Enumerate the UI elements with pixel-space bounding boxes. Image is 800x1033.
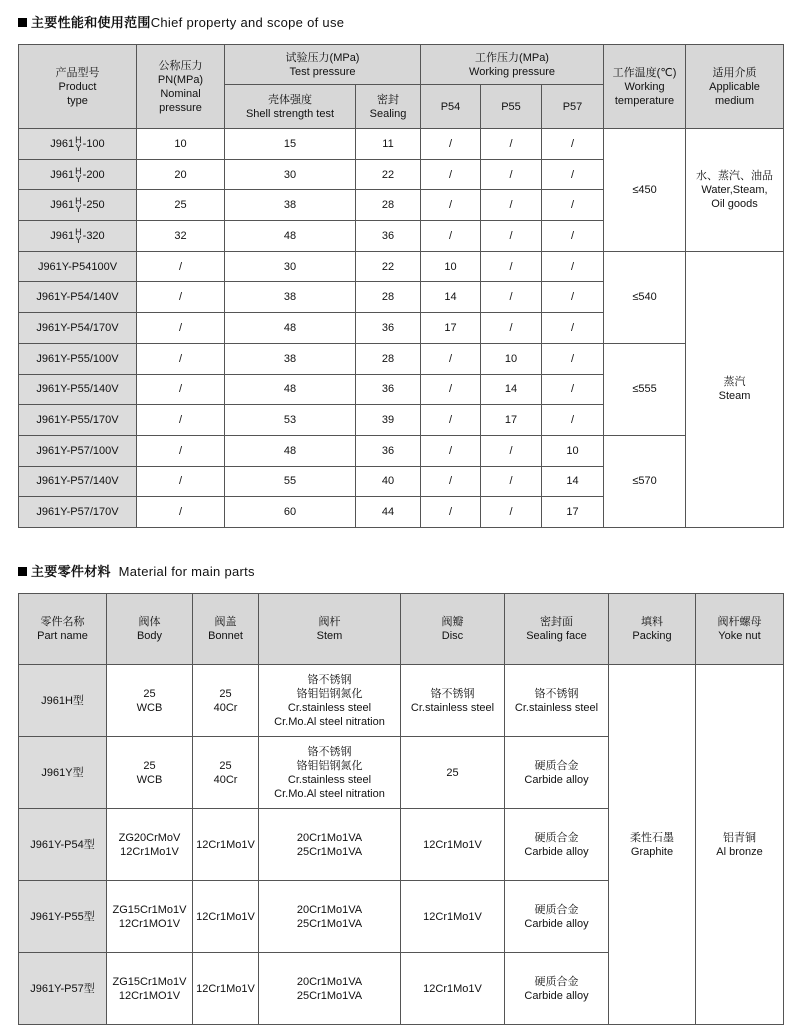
body-cell: 25 WCB — [107, 737, 193, 809]
p57-cell: / — [542, 129, 604, 160]
shell-strength-cell: 38 — [225, 343, 356, 374]
p55-cell: / — [481, 497, 542, 528]
h-over-y-mark: H Y — [75, 196, 82, 215]
nominal-pressure-cell: 10 — [137, 129, 225, 160]
stem-cell: 20Cr1Mo1VA 25Cr1Mo1VA — [259, 809, 401, 881]
sealing-face-cell: 硬质合金 Carbide alloy — [505, 737, 609, 809]
nominal-pressure-cell: 32 — [137, 221, 225, 252]
nominal-pressure-cell: / — [137, 405, 225, 436]
header-disc: 阀瓣 Disc — [401, 594, 505, 665]
product-type-cell: J961Y-P54/170V — [19, 313, 137, 344]
sealing-cell: 39 — [356, 405, 421, 436]
p55-cell: / — [481, 435, 542, 466]
disc-cell: 铬不锈钢 Cr.stainless steel — [401, 665, 505, 737]
header-working-temperature: 工作温度(℃) Working temperature — [604, 45, 686, 129]
packing-cell: 柔性石墨 Graphite — [609, 665, 696, 1025]
p55-cell: 17 — [481, 405, 542, 436]
nominal-pressure-cell: / — [137, 374, 225, 405]
disc-cell: 12Cr1Mo1V — [401, 809, 505, 881]
stem-cell: 铬不锈钢 铬钼铝钢氮化 Cr.stainless steel Cr.Mo.Al steel nitration — [259, 665, 401, 737]
header-shell-strength: 壳体强度 Shell strength test — [225, 85, 356, 129]
sealing-face-cell: 硬质合金 Carbide alloy — [505, 953, 609, 1025]
p54-cell: / — [421, 466, 481, 497]
p54-cell: / — [421, 190, 481, 221]
part-name-cell: J961Y-P54型 — [19, 809, 107, 881]
sealing-face-cell: 硬质合金 Carbide alloy — [505, 881, 609, 953]
p57-cell: / — [542, 221, 604, 252]
sealing-cell: 36 — [356, 313, 421, 344]
product-type-cell: J961Y-P57/100V — [19, 435, 137, 466]
part-name-cell: J961H型 — [19, 665, 107, 737]
shell-strength-cell: 30 — [225, 251, 356, 282]
p54-cell: / — [421, 159, 481, 190]
product-type-cell: J961Y-P55/100V — [19, 343, 137, 374]
disc-cell: 12Cr1Mo1V — [401, 953, 505, 1025]
table-row — [19, 665, 784, 737]
shell-strength-cell: 30 — [225, 159, 356, 190]
product-type-cell: J961 H Y -250 — [19, 190, 137, 221]
working-temperature-cell: ≤555 — [604, 343, 686, 435]
medium-water-steam-oil: 水、蒸汽、油品 Water,Steam, Oil goods — [686, 129, 784, 252]
table-row — [19, 435, 784, 466]
p55-cell: / — [481, 282, 542, 313]
body-cell: ZG15Cr1Mo1V 12Cr1MO1V — [107, 953, 193, 1025]
p55-cell: / — [481, 313, 542, 344]
part-name-cell: J961Y-P55型 — [19, 881, 107, 953]
sealing-cell: 22 — [356, 159, 421, 190]
nominal-pressure-cell: / — [137, 466, 225, 497]
shell-strength-cell: 48 — [225, 221, 356, 252]
bonnet-cell: 12Cr1Mo1V — [193, 809, 259, 881]
sealing-cell: 40 — [356, 466, 421, 497]
nominal-pressure-cell: / — [137, 251, 225, 282]
product-type-cell: J961Y-P54/140V — [19, 282, 137, 313]
p57-cell: / — [542, 159, 604, 190]
p55-cell: / — [481, 159, 542, 190]
square-bullet-icon — [18, 567, 27, 576]
p55-cell: / — [481, 190, 542, 221]
working-temperature-cell: ≤450 — [604, 129, 686, 252]
sealing-cell: 44 — [356, 497, 421, 528]
sealing-cell: 36 — [356, 435, 421, 466]
bonnet-cell: 12Cr1Mo1V — [193, 953, 259, 1025]
p54-cell: / — [421, 435, 481, 466]
body-cell: 25 WCB — [107, 665, 193, 737]
sealing-face-cell: 硬质合金 Carbide alloy — [505, 809, 609, 881]
p55-cell: / — [481, 221, 542, 252]
h-over-y-mark: H Y — [75, 165, 82, 184]
sealing-cell: 11 — [356, 129, 421, 160]
nominal-pressure-cell: / — [137, 343, 225, 374]
header-working-pressure: 工作压力(MPa) Working pressure — [421, 45, 604, 85]
shell-strength-cell: 53 — [225, 405, 356, 436]
h-over-y-mark: H Y — [75, 134, 82, 153]
stem-cell: 铬不锈钢 铬钼铝钢氮化 Cr.stainless steel Cr.Mo.Al steel nitration — [259, 737, 401, 809]
working-temperature-cell: ≤540 — [604, 251, 686, 343]
nominal-pressure-cell: 25 — [137, 190, 225, 221]
p54-cell: 14 — [421, 282, 481, 313]
p54-cell: 10 — [421, 251, 481, 282]
p57-cell: / — [542, 282, 604, 313]
table-row — [19, 251, 784, 282]
product-type-cell: J961Y-P54100V — [19, 251, 137, 282]
header-yoke-nut: 阀杆螺母 Yoke nut — [696, 594, 784, 665]
header-product-type: 产品型号 Product type — [19, 45, 137, 129]
stem-cell: 20Cr1Mo1VA 25Cr1Mo1VA — [259, 953, 401, 1025]
header-applicable-medium: 适用介质 Applicable medium — [686, 45, 784, 129]
section1-title: 主要性能和使用范围Chief property and scope of use — [18, 12, 344, 31]
table-row — [19, 129, 784, 160]
sealing-cell: 36 — [356, 374, 421, 405]
header-p57: P57 — [542, 85, 604, 129]
p57-cell: 17 — [542, 497, 604, 528]
nominal-pressure-cell: / — [137, 497, 225, 528]
yoke-nut-cell: 铝青铜 Al bronze — [696, 665, 784, 1025]
header-packing: 填料 Packing — [609, 594, 696, 665]
shell-strength-cell: 15 — [225, 129, 356, 160]
materials-table — [18, 593, 784, 1025]
header-p54: P54 — [421, 85, 481, 129]
shell-strength-cell: 60 — [225, 497, 356, 528]
product-type-cell: J961Y-P55/170V — [19, 405, 137, 436]
sealing-cell: 28 — [356, 282, 421, 313]
property-table — [18, 44, 784, 528]
header-body: 阀体 Body — [107, 594, 193, 665]
sealing-cell: 28 — [356, 190, 421, 221]
header-sealing: 密封 Sealing — [356, 85, 421, 129]
sealing-cell: 22 — [356, 251, 421, 282]
part-name-cell: J961Y型 — [19, 737, 107, 809]
nominal-pressure-cell: / — [137, 435, 225, 466]
shell-strength-cell: 55 — [225, 466, 356, 497]
product-type-cell: J961 H Y -200 — [19, 159, 137, 190]
disc-cell: 25 — [401, 737, 505, 809]
disc-cell: 12Cr1Mo1V — [401, 881, 505, 953]
header-part-name: 零件名称 Part name — [19, 594, 107, 665]
p57-cell: / — [542, 313, 604, 344]
p55-cell: 14 — [481, 374, 542, 405]
header-bonnet: 阀盖 Bonnet — [193, 594, 259, 665]
shell-strength-cell: 38 — [225, 282, 356, 313]
shell-strength-cell: 38 — [225, 190, 356, 221]
p57-cell: / — [542, 405, 604, 436]
nominal-pressure-cell: / — [137, 282, 225, 313]
working-temperature-cell: ≤570 — [604, 435, 686, 527]
p54-cell: / — [421, 129, 481, 160]
sealing-cell: 28 — [356, 343, 421, 374]
p57-cell: / — [542, 343, 604, 374]
p54-cell: / — [421, 405, 481, 436]
body-cell: ZG15Cr1Mo1V 12Cr1MO1V — [107, 881, 193, 953]
shell-strength-cell: 48 — [225, 435, 356, 466]
table-row — [19, 343, 784, 374]
p55-cell: / — [481, 466, 542, 497]
header-test-pressure: 试验压力(MPa) Test pressure — [225, 45, 421, 85]
nominal-pressure-cell: / — [137, 313, 225, 344]
part-name-cell: J961Y-P57型 — [19, 953, 107, 1025]
p57-cell: / — [542, 251, 604, 282]
product-type-cell: J961Y-P55/140V — [19, 374, 137, 405]
bonnet-cell: 25 40Cr — [193, 665, 259, 737]
product-type-cell: J961 H Y -100 — [19, 129, 137, 160]
square-bullet-icon — [18, 18, 27, 27]
bonnet-cell: 12Cr1Mo1V — [193, 881, 259, 953]
sealing-cell: 36 — [356, 221, 421, 252]
p57-cell: / — [542, 374, 604, 405]
p54-cell: / — [421, 497, 481, 528]
body-cell: ZG20CrMoV 12Cr1Mo1V — [107, 809, 193, 881]
p55-cell: 10 — [481, 343, 542, 374]
p57-cell: 10 — [542, 435, 604, 466]
product-type-cell: J961Y-P57/170V — [19, 497, 137, 528]
p54-cell: / — [421, 374, 481, 405]
medium-steam: 蒸汽 Steam — [686, 251, 784, 527]
product-type-cell: J961Y-P57/140V — [19, 466, 137, 497]
header-sealing-face: 密封面 Sealing face — [505, 594, 609, 665]
product-type-cell: J961 H Y -320 — [19, 221, 137, 252]
p57-cell: / — [542, 190, 604, 221]
header-nominal-pressure: 公称压力 PN(MPa) Nominal pressure — [137, 45, 225, 129]
p54-cell: 17 — [421, 313, 481, 344]
bonnet-cell: 25 40Cr — [193, 737, 259, 809]
header-stem: 阀杆 Stem — [259, 594, 401, 665]
shell-strength-cell: 48 — [225, 374, 356, 405]
p54-cell: / — [421, 221, 481, 252]
shell-strength-cell: 48 — [225, 313, 356, 344]
p54-cell: / — [421, 343, 481, 374]
p55-cell: / — [481, 251, 542, 282]
nominal-pressure-cell: 20 — [137, 159, 225, 190]
stem-cell: 20Cr1Mo1VA 25Cr1Mo1VA — [259, 881, 401, 953]
sealing-face-cell: 铬不锈钢 Cr.stainless steel — [505, 665, 609, 737]
h-over-y-mark: H Y — [75, 226, 82, 245]
p55-cell: / — [481, 129, 542, 160]
section2-title: 主要零件材料 Material for main parts — [18, 561, 255, 580]
p57-cell: 14 — [542, 466, 604, 497]
header-p55: P55 — [481, 85, 542, 129]
